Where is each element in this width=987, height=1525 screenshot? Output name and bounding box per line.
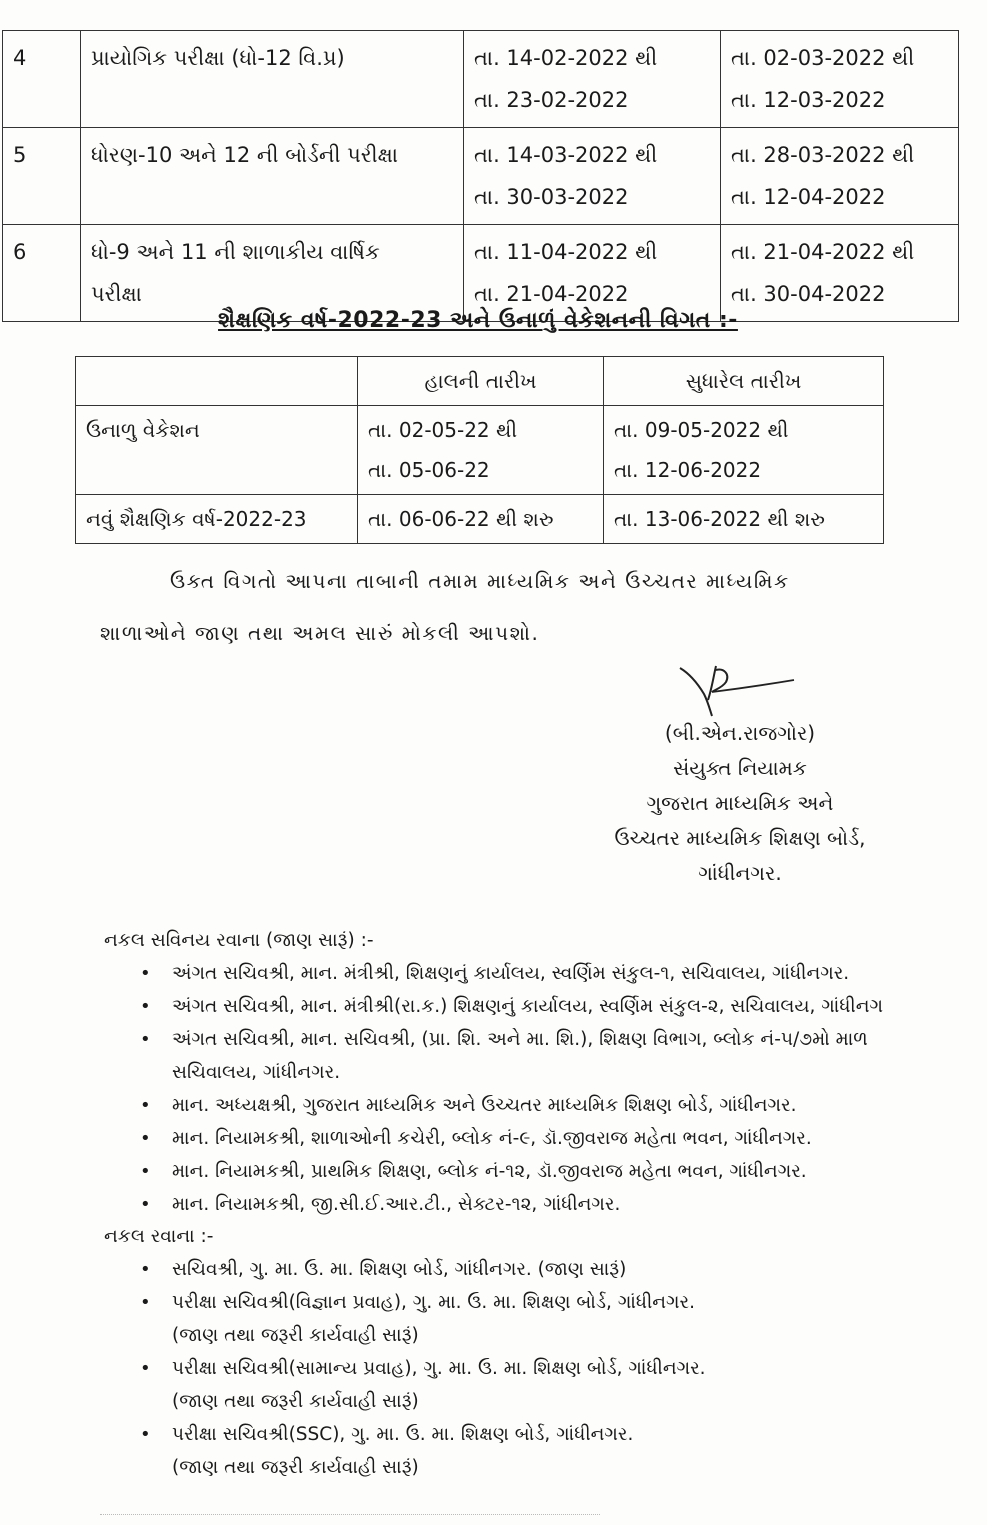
revised-dates: તા. 21-04-2022 થી તા. 30-04-2022 — [721, 225, 959, 322]
table-row — [3, 225, 959, 322]
revised-dates: તા. 02-03-2022 થી તા. 12-03-2022 — [721, 31, 959, 128]
footer-rule — [100, 1514, 600, 1525]
column-header — [76, 357, 358, 406]
exam-name: પ્રાયોગિક પરીક્ષા (ધો-12 વિ.પ્ર) — [81, 31, 464, 128]
organization-line: ઉચ્ચતર માધ્યમિક શિક્ષણ બોર્ડ, — [614, 826, 866, 850]
bullet-icon: • — [140, 1095, 151, 1116]
bullet-icon: • — [140, 1161, 151, 1182]
bullet-icon: • — [140, 1259, 151, 1280]
section-title: શૈક્ષણિક વર્ષ-2022-23 અને ઉનાળું વેકેશનની વિગત :- — [218, 308, 738, 333]
list-item: • અંગત સચિવશ્રી, માન. સચિવશ્રી, (પ્રા. શિ. અને મા. શિ.), શિક્ષણ વિભાગ, બ્લોક નં-૫/૭મો માળ સચિવાલય, ગાંધીનગર. — [104, 1023, 987, 1089]
exam-schedule-table — [2, 30, 959, 322]
revised-dates: તા. 13-06-2022 થી શરુ — [604, 495, 884, 544]
paragraph-line: શાળાઓને જાણ તથા અમલ સારું મોકલી આપશો. — [100, 621, 540, 645]
list-item: • સચિવશ્રી, ગુ. મા. ઉ. મા. શિક્ષણ બોર્ડ, ગાંધીનગર. (જાણ સારૂં) — [104, 1253, 987, 1286]
cc-plain-heading: નકલ રવાના :- — [104, 1226, 214, 1247]
current-dates: તા. 06-06-22 થી શરુ — [358, 495, 604, 544]
list-item: • પરીક્ષા સચિવશ્રી(સામાન્ય પ્રવાહ), ગુ. મા. ઉ. મા. શિક્ષણ બોર્ડ, ગાંધીનગર. (જાણ તથા જરૂરી કાર્યવાહી સારૂં) — [104, 1352, 987, 1418]
row-number: 4 — [3, 31, 81, 128]
list-item: • માન. નિયામકશ્રી, પ્રાથમિક શિક્ષણ, બ્લોક નં-૧૨, ડૉ.જીવરાજ મહેતા ભવન, ગાંધીનગર. — [104, 1155, 987, 1188]
cc-respectful-heading: નકલ સવિનય રવાના (જાણ સારૂં) :- — [104, 930, 374, 951]
vacation-table — [75, 356, 884, 544]
vacation-item: નવું શૈક્ષણિક વર્ષ-2022-23 — [76, 495, 358, 544]
list-item: • માન. અધ્યક્ષશ્રી, ગુજરાત માધ્યમિક અને ઉચ્ચતર માધ્યમિક શિક્ષણ બોર્ડ, ગાંધીનગર. — [104, 1089, 987, 1122]
table-row — [76, 406, 884, 495]
list-item: • માન. નિયામકશ્રી, જી.સી.ઈ.આર.ટી., સેક્ટર-૧૨, ગાંધીનગર. — [104, 1188, 987, 1221]
bullet-icon: • — [140, 1358, 151, 1379]
bullet-icon: • — [140, 1424, 151, 1445]
current-dates: તા. 02-05-22 થી તા. 05-06-22 — [358, 406, 604, 495]
exam-name: ધોરણ-10 અને 12 ની બોર્ડની પરીક્ષા — [81, 128, 464, 225]
paragraph-line: ઉક્ત વિગતો આપના તાબાની તમામ માધ્યમિક અને ઉચ્ચતર માધ્યમિક — [170, 569, 790, 593]
row-number: 5 — [3, 128, 81, 225]
table-header-row — [76, 357, 884, 406]
bullet-icon: • — [140, 1029, 151, 1050]
cc-plain-list — [104, 1253, 987, 1484]
table-row — [3, 128, 959, 225]
table-row — [3, 31, 959, 128]
list-item: • માન. નિયામકશ્રી, શાળાઓની કચેરી, બ્લોક નં-૯, ડૉ.જીવરાજ મહેતા ભવન, ગાંધીનગર. — [104, 1122, 987, 1155]
column-header: હાલની તારીખ — [358, 357, 604, 406]
copy-distribution — [104, 925, 987, 1484]
bullet-icon: • — [140, 1292, 151, 1313]
revised-dates: તા. 28-03-2022 થી તા. 12-04-2022 — [721, 128, 959, 225]
vacation-item: ઉનાળુ વેકેશન — [76, 406, 358, 495]
exam-name: ધો-9 અને 11 ની શાળાકીય વાર્ષિક પરીક્ષા — [81, 225, 464, 322]
bullet-icon: • — [140, 1194, 151, 1215]
organization-line: ગુજરાત માધ્યમિક અને — [646, 791, 834, 815]
list-item: • પરીક્ષા સચિવશ્રી(વિજ્ઞાન પ્રવાહ), ગુ. મા. ઉ. મા. શિક્ષણ બોર્ડ, ગાંધીનગર. (જાણ તથા જરૂરી કાર્યવાહી સારૂં) — [104, 1286, 987, 1352]
bullet-icon: • — [140, 963, 151, 984]
revised-dates: તા. 09-05-2022 થી તા. 12-06-2022 — [604, 406, 884, 495]
signatory-designation: સંયુક્ત નિયામક — [673, 756, 807, 780]
bullet-icon: • — [140, 996, 151, 1017]
current-dates: તા. 11-04-2022 થી તા. 21-04-2022 — [464, 225, 721, 322]
bullet-icon: • — [140, 1128, 151, 1149]
signature-block — [560, 716, 920, 891]
table-row — [76, 495, 884, 544]
row-number: 6 — [3, 225, 81, 322]
current-dates: તા. 14-02-2022 થી તા. 23-02-2022 — [464, 31, 721, 128]
current-dates: તા. 14-03-2022 થી તા. 30-03-2022 — [464, 128, 721, 225]
signatory-name: (બી.એન.રાજગોર) — [664, 721, 816, 745]
place: ગાંધીનગર. — [698, 861, 782, 885]
list-item: • અંગત સચિવશ્રી, માન. મંત્રીશ્રી(રા.ક.) શિક્ષણનું કાર્યાલય, સ્વર્ણિમ સંકુલ-૨, સચિવાલય, ગાંધીનગ — [104, 990, 987, 1023]
signature-image — [668, 660, 798, 720]
cc-respectful-list — [104, 957, 987, 1221]
list-item: • અંગત સચિવશ્રી, માન. મંત્રીશ્રી, શિક્ષણનું કાર્યાલય, સ્વર્ણિમ સંકુલ-૧, સચિવાલય, ગાંધીનગર. — [104, 957, 987, 990]
list-item: • પરીક્ષા સચિવશ્રી(SSC), ગુ. મા. ઉ. મા. શિક્ષણ બોર્ડ, ગાંધીનગર. (જાણ તથા જરૂરી કાર્યવાહી સારૂં) — [104, 1418, 987, 1484]
column-header: સુધારેલ તારીખ — [604, 357, 884, 406]
instruction-paragraph — [100, 555, 915, 659]
